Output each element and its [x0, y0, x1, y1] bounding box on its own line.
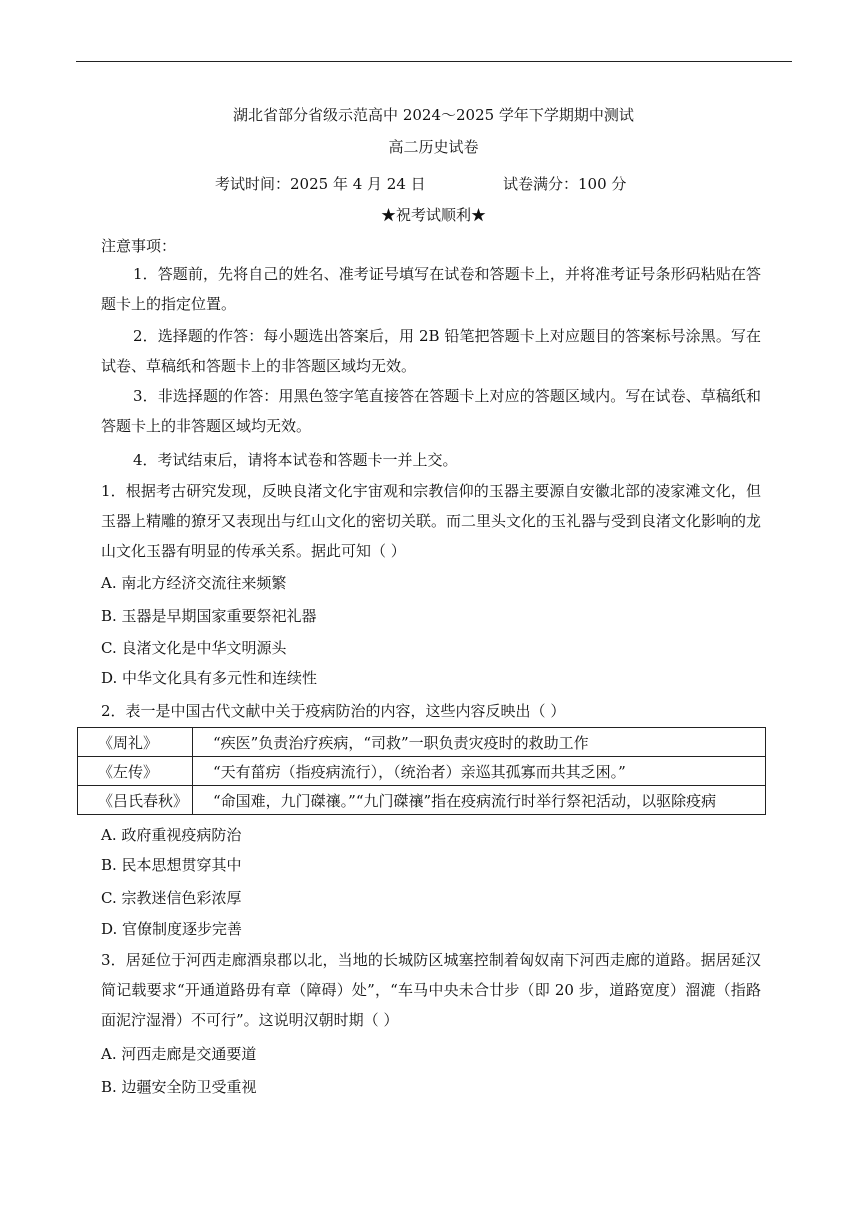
question-3-option-b: B. 边疆安全防卫受重视 — [101, 1078, 257, 1096]
question-1-option-a: A. 南北方经济交流往来频繁 — [101, 574, 287, 592]
exam-title: 湖北省部分省级示范高中 2024～2025 学年下学期期中测试 — [233, 106, 634, 124]
question-3-stem: 3．居延位于河西走廊酒泉郡以北，当地的长城防区城塞控制着匈奴南下河西走廊的道路。据居延汉简记载要求“开通道路毋有章（障碍）处”，“车马中央未合廿步（即 20 步，道路宽度）溜漉（指路面泥泞湿滑）不可行”。这说明汉朝时期（ ） — [101, 951, 761, 1029]
question-2-option-b: B. 民本思想贯穿其中 — [101, 856, 242, 874]
table-row — [78, 757, 766, 786]
question-1-stem: 1．根据考古研究发现，反映良渚文化宇宙观和宗教信仰的玉器主要源自安徽北部的凌家滩文化，但玉器上精雕的獠牙又表现出与红山文化的密切关联。而二里头文化的玉礼器与受到良渚文化影响的龙山文化玉器有明显的传承关系。据此可知（ ） — [101, 482, 762, 560]
question-2-option-c: C. 宗教迷信色彩浓厚 — [101, 889, 242, 907]
exam-time: 考试时间：2025 年 4 月 24 日 — [215, 175, 426, 193]
full-score: 试卷满分：100 分 — [503, 175, 627, 193]
table-row — [78, 728, 766, 757]
question-1-option-d: D. 中华文化具有多元性和连续性 — [101, 669, 318, 687]
table-cell-source: 《左传》 — [78, 757, 193, 786]
table-cell-content: “命国难，九门磔禳。”“九门磔禳”指在疫病流行时举行祭祀活动，以驱除疫病 — [193, 786, 766, 815]
question-2-option-d: D. 官僚制度逐步完善 — [101, 920, 243, 938]
question-1-option-c: C. 良渚文化是中华文明源头 — [101, 639, 287, 657]
question-2-table — [77, 727, 766, 815]
note-item-1: 1．答题前，先将自己的姓名、准考证号填写在试卷和答题卡上，并将准考证号条形码粘贴在答题卡上的指定位置。 — [101, 265, 761, 313]
header-rule — [76, 61, 792, 62]
question-2-stem: 2．表一是中国古代文献中关于疫病防治的内容，这些内容反映出（ ） — [101, 702, 566, 720]
table-cell-content: “天有菑疠（指疫病流行），（统治者）亲巡其孤寡而共其乏困。” — [193, 757, 766, 786]
notes-heading: 注意事项： — [101, 237, 177, 255]
note-item-4: 4．考试结束后，请将本试卷和答题卡一并上交。 — [133, 451, 458, 469]
table-cell-source: 《吕氏春秋》 — [78, 786, 193, 815]
exam-subtitle: 高二历史试卷 — [388, 138, 479, 156]
question-2-option-a: A. 政府重视疫病防治 — [101, 826, 242, 844]
note-item-2: 2．选择题的作答：每小题选出答案后，用 2B 铅笔把答题卡上对应题目的答案标号涂黑。写在试卷、草稿纸和答题卡上的非答题区域均无效。 — [101, 327, 761, 375]
table-row — [78, 786, 766, 815]
question-1-option-b: B. 玉器是早期国家重要祭祀礼器 — [101, 607, 317, 625]
question-3-option-a: A. 河西走廊是交通要道 — [101, 1045, 257, 1063]
note-item-3: 3．非选择题的作答：用黑色签字笔直接答在答题卡上对应的答题区域内。写在试卷、草稿纸和答题卡上的非答题区域均无效。 — [101, 387, 761, 435]
table-cell-source: 《周礼》 — [78, 728, 193, 757]
blessing-banner: ★祝考试顺利★ — [380, 206, 486, 224]
table-cell-content: “疾医”负责治疗疾病，“司救”一职负责灾疫时的救助工作 — [193, 728, 766, 757]
